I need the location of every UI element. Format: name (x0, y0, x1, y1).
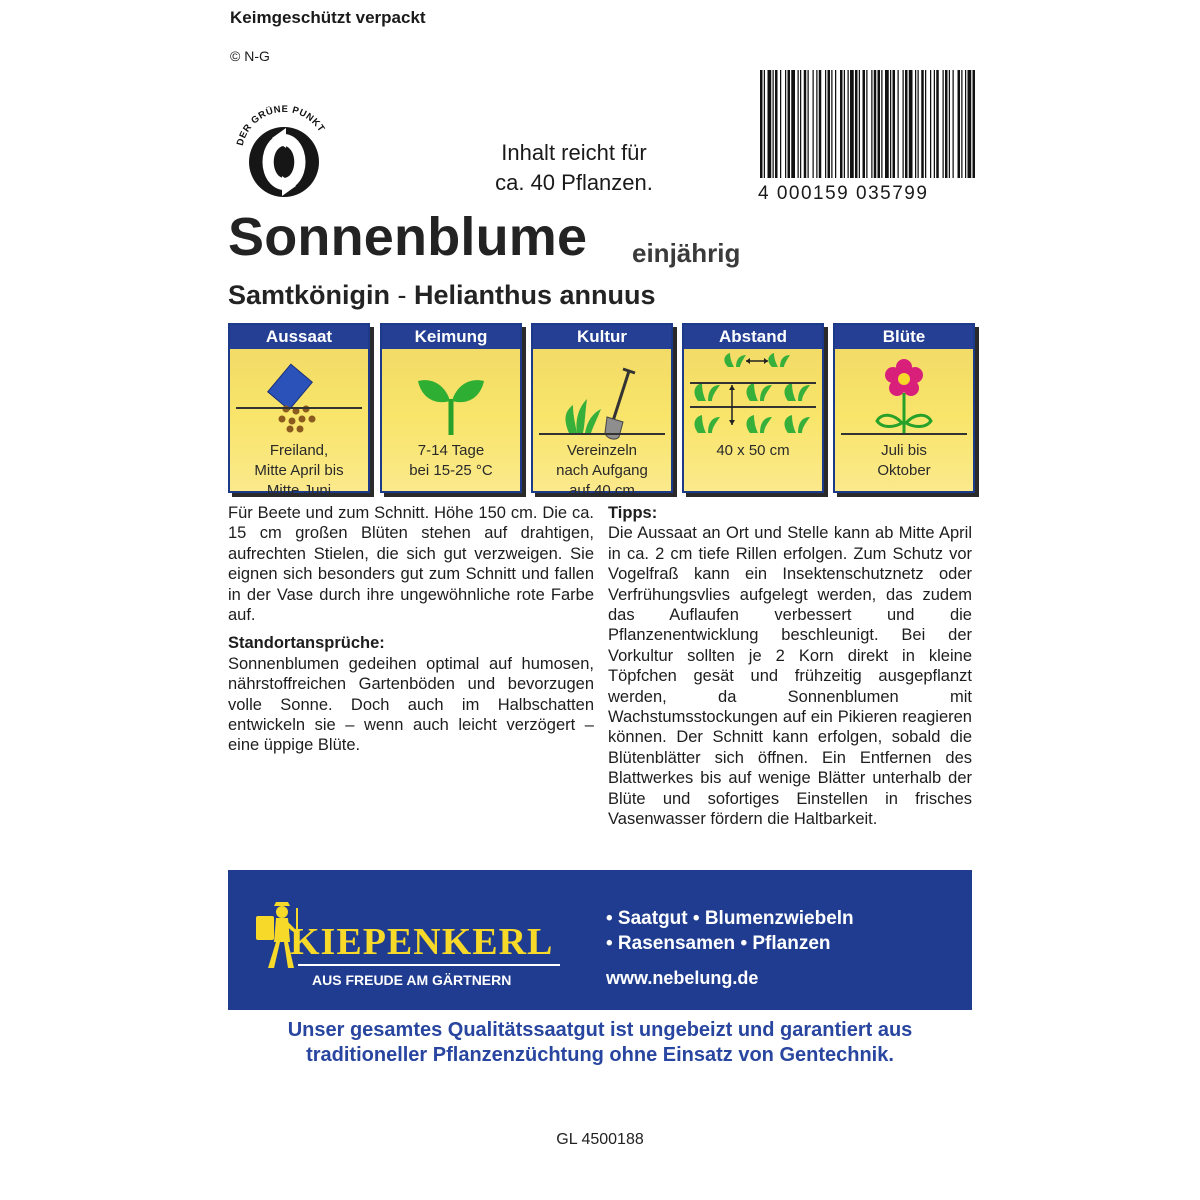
card-heading: Aussaat (230, 325, 368, 349)
barcode-bar (863, 70, 866, 178)
barcode-bar (816, 70, 817, 178)
barcode-bar (859, 70, 860, 178)
content-note (470, 138, 678, 198)
barcode-bar (953, 70, 954, 178)
barcode-number: 4 000159 035799 (758, 183, 929, 204)
barcode-bar (804, 70, 807, 178)
card-text-line: Mitte April bis (254, 462, 344, 479)
barcode-bar (949, 70, 950, 178)
card-text-line: 7-14 Tage (417, 442, 485, 459)
card-bluete (833, 323, 975, 493)
barcode-bar (835, 70, 836, 178)
brand-name: KIEPENKERL (290, 921, 554, 963)
card-text (835, 441, 973, 481)
barcode-bar (893, 70, 896, 178)
seed-packet-icon (230, 349, 368, 441)
copyright-text: © N-G (230, 48, 270, 64)
barcode-bar (808, 70, 809, 178)
barcode-bar (915, 70, 916, 178)
barcode-bar (788, 70, 791, 178)
location-heading: Standortansprüche: (228, 634, 385, 653)
brand-divider (298, 964, 560, 966)
barcode-bar (825, 70, 826, 178)
location-text: Sonnenblumen gedeihen optimal auf humosen, nährstoffreichen Gartenböden und bevorzugen volle Sonne. Doch auch im Halbschatten entwickeln sie – wenn auch leicht verzögert – eine üppige Blüte. (228, 654, 594, 755)
soil-line (236, 407, 362, 409)
card-keimung (380, 323, 522, 493)
barcode-bar (881, 70, 882, 178)
soil-line (841, 433, 967, 435)
guarantee-line: Unser gesamtes Qualitätssaatgut ist ungebeizt und garantiert aus (287, 1019, 913, 1041)
card-abstand (682, 323, 824, 493)
barcode-bar (898, 70, 899, 178)
barcode-bar (831, 70, 832, 178)
barcode-bar (819, 70, 822, 178)
barcode-bar (965, 70, 966, 178)
barcode-bar (925, 70, 926, 178)
brand-slogan: AUS FREUDE AM GÄRTNERN (312, 972, 512, 988)
barcode-bar (773, 70, 774, 178)
barcode-bar (768, 70, 772, 178)
barcode-bar (850, 70, 854, 178)
subtitle-separator: - (390, 280, 415, 310)
recycling-arrows-icon (228, 92, 340, 204)
card-text-line: Oktober (877, 462, 931, 479)
spade-icon (533, 349, 671, 441)
card-kultur (531, 323, 673, 499)
card-text-line: Mitte Juni (266, 482, 332, 499)
barcode-bar (844, 70, 845, 178)
barcode-bar (798, 70, 799, 178)
barcode-bar (791, 70, 795, 178)
card-text-line: 40 x 50 cm (716, 442, 790, 459)
barcode-bar (909, 70, 913, 178)
barcode-bar (775, 70, 778, 178)
intro-text: Für Beete und zum Schnitt. Höhe 150 cm. Die ca. 15 cm großen Blüten stehen auf drahtigen, aufrechten Stielen, die sich gut verzweigen. Sie eignen sich besonders gut zum Schnitt und fallen in der Vase durch ihre ungewöhnliche rote Farbe auf. (228, 504, 594, 625)
card-text (533, 441, 671, 501)
brand-product-line: • Saatgut • Blumenzwiebeln (606, 908, 854, 929)
card-text-line: auf 40 cm (569, 482, 635, 499)
barcode-bar (958, 70, 961, 178)
barcode-bar (855, 70, 858, 178)
barcode-bar (968, 70, 972, 178)
soil-line (539, 433, 665, 435)
barcode (758, 70, 976, 204)
card-text-line: Freiland, (269, 442, 329, 459)
logo-ring-text: DER GRÜNE PUNKT (234, 103, 327, 147)
barcode-bar (930, 70, 931, 178)
latin-name: Helianthus annuus (414, 280, 656, 310)
card-text-line: Vereinzeln (566, 442, 638, 459)
packaging-note: Keimgeschützt verpackt (230, 8, 426, 27)
card-heading: Kultur (533, 325, 671, 349)
product-code: GL 4500188 (556, 1131, 644, 1148)
barcode-bar (973, 70, 976, 178)
card-heading: Keimung (382, 325, 520, 349)
barcode-bar (780, 70, 781, 178)
brand-banner (228, 870, 972, 1010)
description-column (228, 503, 594, 756)
card-text (684, 441, 822, 461)
barcode-bar (918, 70, 919, 178)
barcode-bar (885, 70, 889, 178)
content-note-line2: ca. 40 Pflanzen. (495, 170, 653, 195)
flower-icon (835, 349, 973, 441)
card-heading: Abstand (684, 325, 822, 349)
product-subtitle (228, 280, 656, 311)
barcode-bar (903, 70, 904, 178)
variety-name: Samtkönigin (228, 280, 391, 310)
barcode-bar (828, 70, 831, 178)
card-text (230, 441, 368, 501)
barcode-bar (840, 70, 843, 178)
quality-guarantee (228, 1018, 972, 1068)
product-lifecycle: einjährig (632, 238, 741, 268)
barcode-bar (936, 70, 939, 178)
gruener-punkt-logo (228, 92, 340, 204)
barcode-bar (866, 70, 867, 178)
barcode-bar (961, 70, 962, 178)
barcode-bar (848, 70, 849, 178)
tips-text: Die Aussaat an Ort und Stelle kann ab Mitte April in ca. 2 cm tiefe Rillen erfolgen. Zum Schutz vor Vogelfraß kann ein Insektenschutznetz oder Verfrühungsvlies aufgelegt werden, das zudem das Auflaufen verbessert und die Pflanzenentwicklung beschleunigt. Bei der Vorkultur sollten je 2 Korn direkt in kleine Töpfchen gesät und frühzeitig ausgepflanzt werden, da Sonnenblumen mit Wachstumsstockungen auf ein Pikieren reagieren können. Der Schnitt kann erfolgen, sobald die Blütenblätter sich öffnen. Ein Entfernen des Blattwerkes bis auf wenige Blätter unterhalb der Blüte und sofortiges Einstellen in frisches Vasenwasser fördern die Haltbarkeit. (608, 524, 972, 829)
barcode-bar (905, 70, 908, 178)
barcode-bar (943, 70, 944, 178)
product-title: Sonnenblume (228, 207, 588, 267)
brand-product-list (606, 906, 854, 956)
barcode-bar (785, 70, 786, 178)
content-note-line1: Inhalt reicht für (501, 140, 647, 165)
barcode-bar (813, 70, 814, 178)
brand-product-line: • Rasensamen • Pflanzen (606, 933, 831, 954)
card-text-line: bei 15-25 °C (409, 462, 493, 479)
card-heading: Blüte (835, 325, 973, 349)
card-text-line: Juli bis (881, 442, 927, 459)
barcode-bar (764, 70, 765, 178)
card-text-line: nach Aufgang (556, 462, 648, 479)
guarantee-line: traditioneller Pflanzenzüchtung ohne Einsatz von Gentechnik. (306, 1044, 894, 1066)
tips-column (608, 503, 972, 830)
barcode-bars (758, 70, 976, 178)
barcode-bar (878, 70, 881, 178)
barcode-bar (921, 70, 924, 178)
barcode-bar (800, 70, 801, 178)
barcode-bar (945, 70, 948, 178)
card-text (382, 441, 520, 481)
barcode-bar (871, 70, 872, 178)
spacing-icon (684, 349, 822, 441)
barcode-bar (874, 70, 877, 178)
tips-heading: Tipps: (608, 504, 658, 522)
barcode-bar (934, 70, 935, 178)
seedling-icon (382, 349, 520, 441)
barcode-bar (760, 70, 763, 178)
barcode-bar (890, 70, 891, 178)
brand-website: www.nebelung.de (606, 968, 759, 988)
card-aussaat (228, 323, 370, 499)
